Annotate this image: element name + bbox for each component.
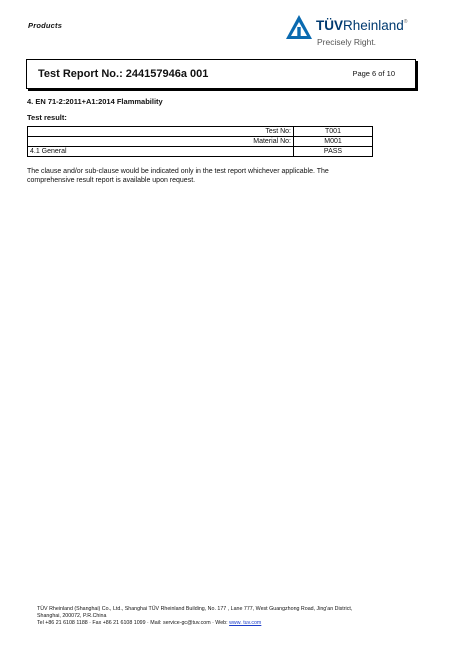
table-row — [28, 127, 373, 137]
section-label: Products — [28, 21, 63, 30]
registered-mark: ® — [403, 19, 408, 25]
table-row — [28, 137, 373, 147]
page-number: Page 6 of 10 — [352, 69, 395, 78]
row-value: T001 — [294, 127, 373, 137]
section-title: 4. EN 71-2:2011+A1:2014 Flammability — [27, 97, 163, 106]
footer-web-link[interactable]: www. tuv.com — [229, 620, 262, 626]
footer-contact-line — [37, 620, 427, 627]
row-value: M001 — [294, 137, 373, 147]
row-label: 4.1 General — [28, 147, 294, 157]
brand-name — [316, 18, 407, 33]
footer-city-line: Shanghai, 200072, P.R.China — [37, 613, 107, 619]
brand-tagline: Precisely Right. — [317, 37, 377, 47]
results-table — [27, 126, 373, 157]
note-text: The clause and/or sub-clause would be indicated only in the test report whichever applicable. The comprehensive result report is available upon request. — [27, 168, 329, 184]
tuv-logo — [285, 10, 425, 52]
table-row — [28, 147, 373, 157]
footer — [37, 606, 427, 627]
brand-bold: TÜV — [316, 18, 343, 33]
report-title: Test Report No.: 244157946a 001 — [38, 68, 209, 80]
footer-contact-text: Tel +86 21 6108 1188 · Fax +86 21 6108 1099 · Mail: service-gc@tuv.com · Web: — [37, 620, 230, 626]
footer-address-line: TÜV Rheinland (Shanghai) Co., Ltd., Shanghai TÜV Rheinland Building, No. 177 , Lane 777, West Guangzhong Road, Jing'an District, — [37, 606, 353, 612]
brand-rest: Rheinland — [343, 18, 404, 33]
tuv-triangle-icon — [285, 14, 313, 42]
row-value: PASS — [294, 147, 373, 157]
test-result-label: Test result: — [27, 113, 67, 122]
row-label: Material No: — [28, 137, 294, 147]
row-label: Test No: — [28, 127, 294, 137]
report-header-box — [26, 59, 416, 89]
